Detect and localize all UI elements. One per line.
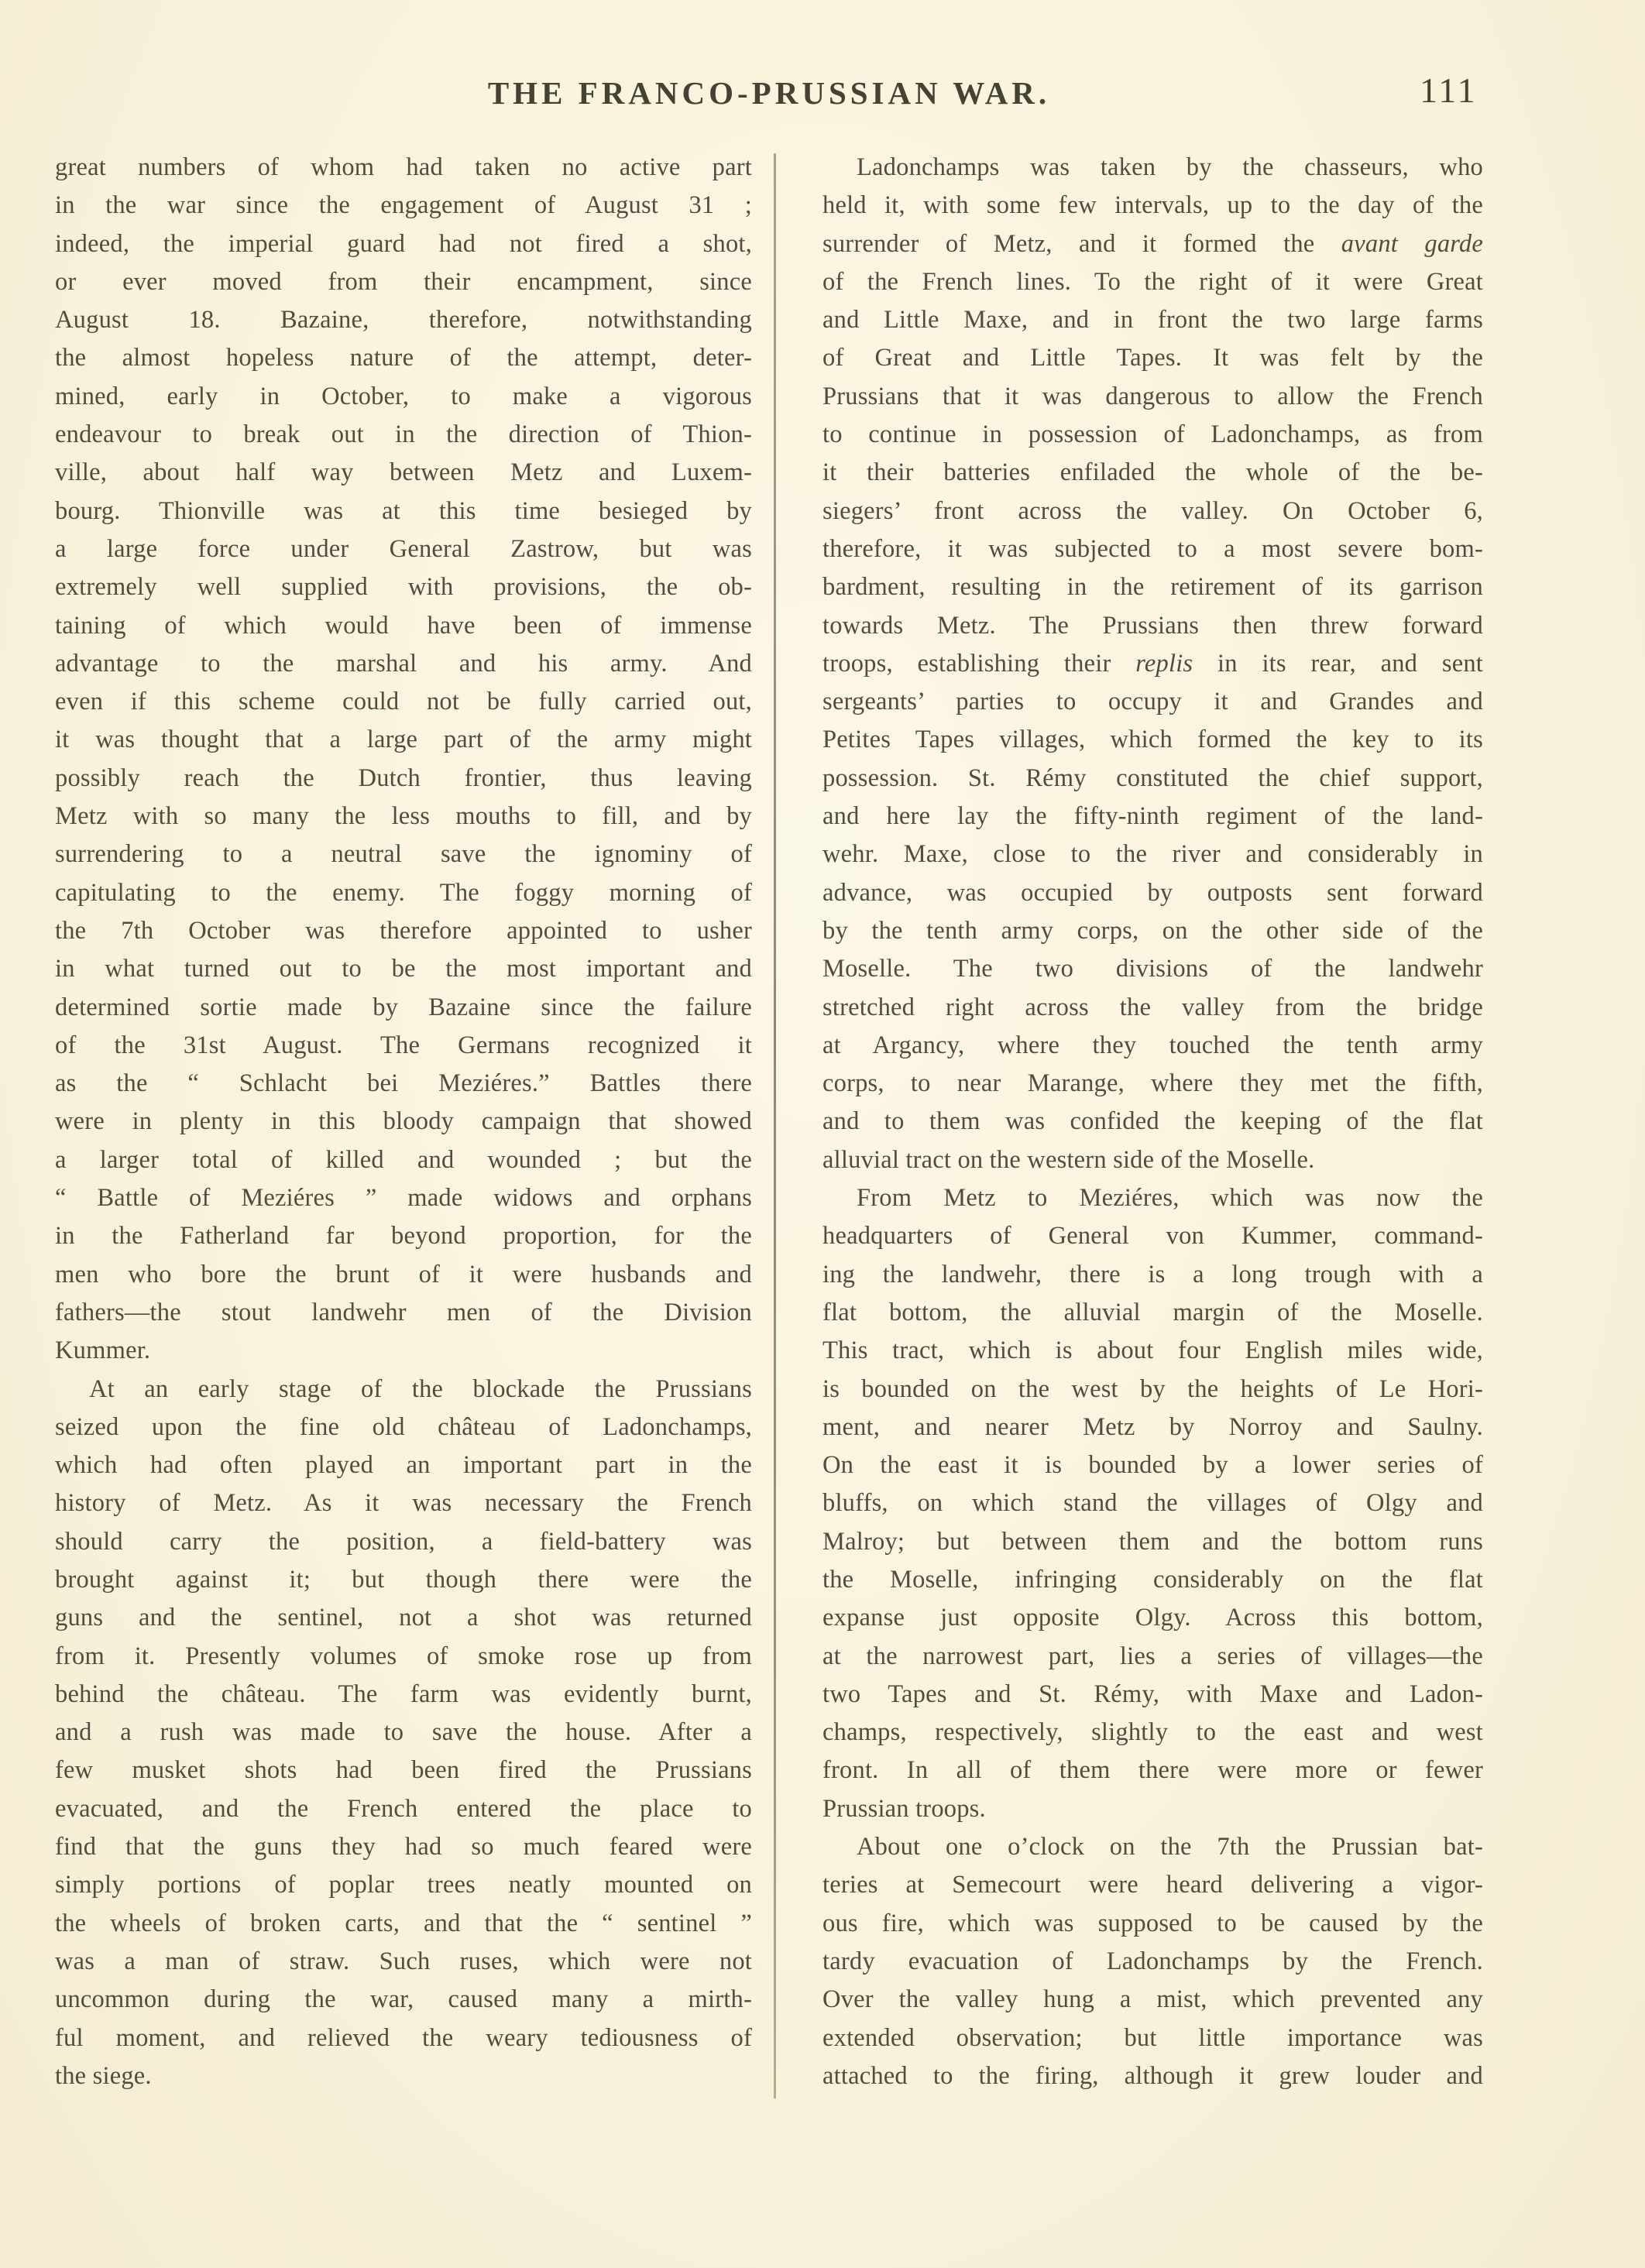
text-line: were in plenty in this bloody campaign that showed [55, 1107, 752, 1136]
text-line: in the Fatherland far beyond proportion, for the [55, 1222, 752, 1251]
text-line: capitulating to the enemy. The foggy morning of [55, 878, 752, 907]
text-line: extremely well supplied with provisions, the ob- [55, 573, 752, 602]
text-line: taining of which would have been of immense [55, 611, 752, 640]
text-line: men who bore the brunt of it were husbands and [55, 1260, 752, 1288]
text-line: indeed, the imperial guard had not fired a shot, [55, 229, 752, 258]
text-line: teries at Semecourt were heard delivering a vigor- [822, 1871, 1483, 1899]
text-line: tardy evacuation of Ladonchamps by the French. [822, 1947, 1483, 1975]
text-line: great numbers of whom had taken no active part [55, 153, 752, 181]
text-line: by the tenth army corps, on the other side of the [822, 916, 1483, 945]
text-line: “ Battle of Meziéres ” made widows and orphans [55, 1184, 752, 1213]
text-line: Metz with so many the less mouths to fill, and by [55, 802, 752, 831]
text-line: Kummer. [55, 1336, 151, 1365]
text-line: the almost hopeless nature of the attempt, deter- [55, 344, 752, 372]
text-line: bourg. Thionville was at this time besieged by [55, 496, 752, 525]
text-line: front. In all of them there were more or fewer [822, 1756, 1483, 1785]
text-line: find that the guns they had so much feared were [55, 1833, 752, 1861]
page-number: 111 [1420, 70, 1478, 110]
text-line: in what turned out to be the most important and [55, 955, 752, 983]
text-line: This tract, which is about four English miles wide, [822, 1336, 1483, 1365]
text-line: possession. St. Rémy constituted the chief support, [822, 763, 1483, 792]
text-line: Malroy; but between them and the bottom runs [822, 1527, 1483, 1556]
text-line: from it. Presently volumes of smoke rose up from [55, 1642, 752, 1670]
text-line: possibly reach the Dutch frontier, thus leaving [55, 763, 752, 792]
text-line: fathers—the stout landwehr men of the Division [55, 1298, 752, 1326]
text-line: was a man of straw. Such ruses, which were not [55, 1947, 752, 1975]
text-line: and to them was confided the keeping of the flat [822, 1107, 1483, 1136]
text-line: brought against it; but though there were the [55, 1565, 752, 1594]
text-line: bluffs, on which stand the villages of Olgy and [822, 1489, 1483, 1518]
text-line: attached to the firing, although it grew louder and [822, 2061, 1483, 2090]
text-line: Ladonchamps was taken by the chasseurs, who [857, 153, 1483, 181]
text-line: Prussians that it was dangerous to allow the French [822, 382, 1483, 410]
text-line: headquarters of General von Kummer, command- [822, 1222, 1483, 1251]
text-line: and a rush was made to save the house. After a [55, 1718, 752, 1747]
right-text-column [822, 149, 1483, 2095]
text-line: or ever moved from their encampment, since [55, 267, 752, 296]
text-line: of the 31st August. The Germans recognized it [55, 1031, 752, 1059]
text-line: extended observation; but little importance was [822, 2023, 1483, 2052]
text-line: On the east it is bounded by a lower series of [822, 1451, 1483, 1480]
text-line: should carry the position, a field-battery was [55, 1527, 752, 1556]
text-line: simply portions of poplar trees neatly mounted on [55, 1871, 752, 1899]
text-line: ing the landwehr, there is a long trough with a [822, 1260, 1483, 1288]
text-line: sergeants’ parties to occupy it and Grandes and [822, 688, 1483, 716]
text-line: surrender of Metz, and it formed the avant garde [822, 229, 1483, 258]
text-line: to continue in possession of Ladonchamps, as from [822, 420, 1483, 449]
text-line: advance, was occupied by outposts sent forward [822, 878, 1483, 907]
text-line: is bounded on the west by the heights of Le Hori- [822, 1374, 1483, 1403]
text-line: of Great and Little Tapes. It was felt by the [822, 344, 1483, 372]
text-line: seized upon the fine old château of Ladonchamps, [55, 1412, 752, 1441]
text-line: as the “ Schlacht bei Meziéres.” Battles there [55, 1069, 752, 1098]
text-line: even if this scheme could not be fully carried out, [55, 688, 752, 716]
text-line: flat bottom, the alluvial margin of the Moselle. [822, 1298, 1483, 1326]
text-line: August 18. Bazaine, therefore, notwithstanding [55, 306, 752, 335]
text-line: uncommon during the war, caused many a mirth- [55, 1985, 752, 2014]
text-line: Over the valley hung a mist, which prevented any [822, 1985, 1483, 2014]
text-line: champs, respectively, slightly to the east and west [822, 1718, 1483, 1747]
text-line: towards Metz. The Prussians then threw forward [822, 611, 1483, 640]
text-line: ville, about half way between Metz and Luxem- [55, 458, 752, 487]
text-line: of the French lines. To the right of it were Great [822, 267, 1483, 296]
text-line: troops, establishing their replis in its rear, and sent [822, 649, 1483, 678]
text-line: endeavour to break out in the direction of Thion- [55, 420, 752, 449]
running-head-title: THE FRANCO-PRUSSIAN WAR. [487, 75, 1051, 111]
text-line: Moselle. The two divisions of the landwehr [822, 955, 1483, 983]
text-line: ous fire, which was supposed to be caused by the [822, 1909, 1483, 1937]
text-line: corps, to near Marange, where they met the fifth, [822, 1069, 1483, 1098]
text-line: advantage to the marshal and his army. And [55, 649, 752, 678]
text-line: a large force under General Zastrow, but was [55, 534, 752, 563]
text-line: few musket shots had been fired the Prussians [55, 1756, 752, 1785]
text-line: and Little Maxe, and in front the two large farms [822, 306, 1483, 335]
text-line: Prussian troops. [822, 1794, 986, 1823]
text-line: siegers’ front across the valley. On October 6, [822, 496, 1483, 525]
text-line: About one o’clock on the 7th the Prussian bat- [857, 1833, 1483, 1861]
text-line: the Moselle, infringing considerably on the flat [822, 1565, 1483, 1594]
text-line: alluvial tract on the western side of the Moselle. [822, 1145, 1315, 1174]
text-line: At an early stage of the blockade the Prussians [89, 1374, 752, 1403]
text-line: and here lay the fifty-ninth regiment of the land- [822, 802, 1483, 831]
left-text-column [55, 149, 752, 2095]
text-line: a larger total of killed and wounded ; but the [55, 1145, 752, 1174]
text-line: expanse just opposite Olgy. Across this bottom, [822, 1604, 1483, 1632]
text-line: ment, and nearer Metz by Norroy and Saulny. [822, 1412, 1483, 1441]
text-line: mined, early in October, to make a vigorous [55, 382, 752, 410]
text-line: From Metz to Meziéres, which was now the [857, 1184, 1483, 1213]
text-line: it was thought that a large part of the army might [55, 726, 752, 754]
text-line: evacuated, and the French entered the place to [55, 1794, 752, 1823]
text-line: the siege. [55, 2061, 152, 2090]
text-line: held it, with some few intervals, up to the day of the [822, 191, 1483, 220]
text-line: determined sortie made by Bazaine since the failure [55, 993, 752, 1021]
text-line: at Argancy, where they touched the tenth army [822, 1031, 1483, 1059]
text-line: therefore, it was subjected to a most severe bom- [822, 534, 1483, 563]
text-line: behind the château. The farm was evidently burnt, [55, 1680, 752, 1708]
text-line: history of Metz. As it was necessary the French [55, 1489, 752, 1518]
text-line: wehr. Maxe, close to the river and considerably in [822, 840, 1483, 869]
text-line: guns and the sentinel, not a shot was returned [55, 1604, 752, 1632]
text-line: at the narrowest part, lies a series of villages—the [822, 1642, 1483, 1670]
text-line: the wheels of broken carts, and that the “ sentinel ” [55, 1909, 752, 1937]
text-line: it their batteries enfiladed the whole of the be- [822, 458, 1483, 487]
text-line: Petites Tapes villages, which formed the key to its [822, 726, 1483, 754]
text-line: surrendering to a neutral save the ignominy of [55, 840, 752, 869]
text-line: bardment, resulting in the retirement of its garrison [822, 573, 1483, 602]
text-line: in the war since the engagement of August 31 ; [55, 191, 752, 220]
column-divider-rule [774, 153, 776, 2098]
text-line: stretched right across the valley from the bridge [822, 993, 1483, 1021]
text-line: ful moment, and relieved the weary tediousness of [55, 2023, 752, 2052]
text-line: the 7th October was therefore appointed to usher [55, 916, 752, 945]
text-line: which had often played an important part in the [55, 1451, 752, 1480]
text-line: two Tapes and St. Rémy, with Maxe and Ladon- [822, 1680, 1483, 1708]
